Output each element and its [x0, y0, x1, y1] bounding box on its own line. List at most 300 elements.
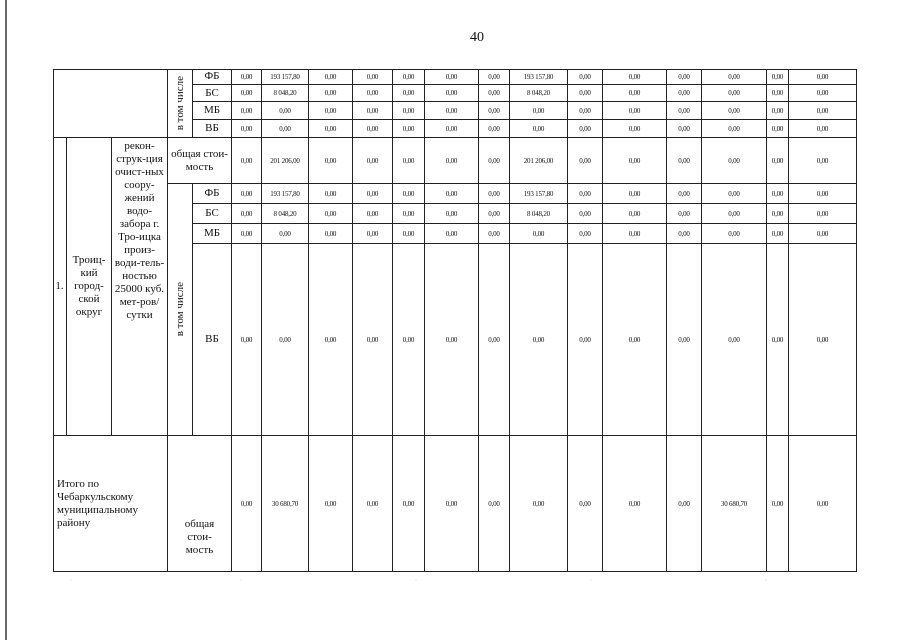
value-cell-text: 0,00	[240, 189, 253, 198]
value-cell	[603, 184, 667, 204]
value-cell-text: 0,00	[488, 124, 500, 133]
value-cell	[702, 85, 767, 102]
value-cell	[667, 138, 702, 184]
value-cell	[702, 436, 767, 572]
municipality-name-text: Троиц-кий город-ской округ	[72, 254, 106, 318]
value-cell	[479, 244, 510, 436]
source-label-top-1-text: БС	[205, 86, 219, 99]
value-cell-text: 0,00	[488, 89, 500, 97]
value-cell-text: 0,00	[579, 189, 591, 198]
value-cell-text: 0,00	[402, 124, 415, 133]
value-cell	[393, 102, 425, 120]
value-cell	[393, 85, 425, 102]
value-cell-text: 0,00	[445, 89, 458, 97]
value-cell-text: 8 048,20	[273, 209, 297, 218]
value-cell-text: 0,00	[402, 106, 415, 115]
value-cell-text: 0,00	[488, 499, 500, 508]
value-cell	[393, 120, 425, 138]
value-cell	[568, 436, 603, 572]
value-cell-text: 0,00	[816, 156, 829, 165]
value-cell-text: 0,00	[628, 89, 641, 97]
v-tom-chisle-top-text: в том числе	[174, 75, 186, 131]
value-cell-text: 0,00	[771, 89, 784, 97]
value-cell-text: 0,00	[488, 156, 500, 165]
value-cell-text: 0,00	[240, 72, 253, 81]
value-cell-text: 201 206,00	[270, 156, 300, 165]
value-cell-text: 0,00	[402, 189, 415, 198]
value-cell-text: 0,00	[402, 335, 415, 344]
value-cell	[568, 224, 603, 244]
value-cell	[702, 224, 767, 244]
value-cell	[393, 184, 425, 204]
value-cell	[262, 138, 309, 184]
value-cell-text: 0,00	[771, 156, 784, 165]
value-cell-text: 0,00	[579, 335, 591, 344]
value-cell-text: 0,00	[279, 335, 291, 344]
value-cell-text: 0,00	[240, 499, 253, 508]
value-cell	[603, 85, 667, 102]
value-cell-text: 0,00	[628, 229, 641, 238]
value-cell	[425, 224, 479, 244]
value-cell-text: 0,00	[579, 156, 591, 165]
value-cell	[262, 85, 309, 102]
value-cell	[232, 120, 262, 138]
value-cell	[510, 436, 568, 572]
value-cell	[353, 138, 393, 184]
value-cell	[603, 436, 667, 572]
value-cell	[232, 436, 262, 572]
value-cell-text: 0,00	[579, 124, 591, 133]
grand-total-cost-label	[168, 436, 232, 572]
value-cell	[767, 224, 789, 244]
value-cell	[479, 138, 510, 184]
value-cell-text: 0,00	[771, 499, 784, 508]
value-cell-text: 0,00	[402, 72, 415, 81]
value-cell-text: 0,00	[816, 89, 829, 97]
value-cell-text: 193 157,80	[523, 72, 554, 81]
value-cell	[767, 244, 789, 436]
value-cell-text: 30 680,70	[271, 499, 299, 508]
value-cell	[789, 69, 857, 85]
value-cell-text: 0,00	[445, 124, 458, 133]
value-cell-text: 8 048,20	[527, 89, 550, 97]
value-cell	[667, 85, 702, 102]
value-cell	[767, 204, 789, 224]
value-cell	[789, 138, 857, 184]
value-cell-text: 0,00	[628, 156, 641, 165]
value-cell	[510, 138, 568, 184]
value-cell-text: 0,00	[678, 209, 690, 218]
value-cell-text: 0,00	[728, 156, 740, 165]
value-cell	[767, 102, 789, 120]
v-tom-chisle-troitsk	[168, 184, 193, 436]
value-cell-text: 0,00	[816, 499, 829, 508]
value-cell-text: 0,00	[324, 156, 337, 165]
source-label-troitsk-2-text: МБ	[203, 227, 221, 239]
value-cell	[702, 120, 767, 138]
value-cell	[425, 120, 479, 138]
value-cell	[603, 102, 667, 120]
value-cell-text: 0,00	[366, 106, 379, 115]
value-cell	[667, 204, 702, 224]
value-cell	[603, 138, 667, 184]
value-cell-text: 0,00	[240, 124, 253, 133]
value-cell	[789, 184, 857, 204]
value-cell	[667, 436, 702, 572]
value-cell	[232, 138, 262, 184]
value-cell-text: 0,00	[445, 156, 458, 165]
value-cell	[262, 69, 309, 85]
source-label-troitsk-1-text: БС	[205, 207, 219, 219]
value-cell	[353, 244, 393, 436]
value-cell-text: 0,00	[678, 124, 690, 133]
value-cell-text: 30 680,70	[720, 499, 748, 508]
value-cell	[425, 138, 479, 184]
value-cell	[393, 224, 425, 244]
value-cell-text: 0,00	[279, 229, 291, 238]
value-cell-text: 0,00	[771, 106, 784, 115]
value-cell-text: 0,00	[816, 72, 829, 81]
value-cell	[425, 85, 479, 102]
page-number: 40	[470, 30, 484, 45]
value-cell-text: 0,00	[816, 189, 829, 198]
value-cell	[309, 120, 353, 138]
value-cell	[789, 244, 857, 436]
project-name-text: рекон-струк-ция очист-ных соору-жений водо-забора г. Тро-ицка произ-води-тель-ностью 25000 куб. мет-ров/ сутки	[114, 140, 165, 321]
value-cell	[510, 120, 568, 138]
value-cell	[262, 120, 309, 138]
value-cell-text: 0,00	[240, 209, 253, 218]
value-cell-text: 0,00	[771, 124, 784, 133]
value-cell-text: 0,00	[324, 106, 337, 115]
value-cell	[479, 102, 510, 120]
value-cell	[232, 184, 262, 204]
value-cell-text: 0,00	[366, 229, 379, 238]
value-cell	[568, 69, 603, 85]
value-cell-text: 8 048,20	[273, 89, 297, 97]
value-cell	[603, 69, 667, 85]
value-cell	[767, 138, 789, 184]
value-cell-text: 0,00	[445, 106, 458, 115]
value-cell-text: 0,00	[324, 229, 337, 238]
value-cell-text: 0,00	[771, 229, 784, 238]
source-label-top-3-text: ВБ	[205, 122, 219, 134]
value-cell-text: 0,00	[628, 335, 641, 344]
value-cell	[262, 204, 309, 224]
value-cell	[309, 204, 353, 224]
source-label-top-2-text: МБ	[203, 104, 221, 116]
total-cost-label-text: общая стои-мость	[171, 147, 228, 173]
value-cell	[789, 436, 857, 572]
value-cell-text: 0,00	[579, 499, 591, 508]
source-label-troitsk-1	[193, 204, 232, 224]
value-cell-text: 0,00	[532, 106, 545, 115]
value-cell-text: 0,00	[628, 209, 641, 218]
value-cell-text: 0,00	[240, 156, 253, 165]
value-cell	[262, 436, 309, 572]
value-cell	[568, 244, 603, 436]
value-cell-text: 0,00	[532, 335, 545, 344]
value-cell	[479, 204, 510, 224]
value-cell	[393, 436, 425, 572]
value-cell	[702, 204, 767, 224]
value-cell-text: 0,00	[728, 189, 740, 198]
value-cell	[479, 69, 510, 85]
value-cell	[262, 184, 309, 204]
value-cell-text: 0,00	[678, 229, 690, 238]
value-cell-text: 193 157,80	[523, 189, 554, 198]
value-cell	[667, 224, 702, 244]
value-cell	[232, 204, 262, 224]
value-cell-text: 0,00	[628, 189, 641, 198]
value-cell-text: 201 206,00	[523, 156, 554, 165]
value-cell-text: 0,00	[366, 72, 379, 81]
source-label-troitsk-3	[193, 244, 232, 436]
value-cell	[702, 184, 767, 204]
value-cell-text: 0,00	[488, 72, 500, 81]
value-cell-text: 0,00	[240, 106, 253, 115]
value-cell	[702, 69, 767, 85]
value-cell-text: 0,00	[728, 72, 740, 81]
value-cell	[309, 224, 353, 244]
value-cell	[262, 102, 309, 120]
value-cell	[232, 224, 262, 244]
value-cell	[568, 204, 603, 224]
value-cell-text: 0,00	[366, 335, 379, 344]
value-cell-text: 0,00	[579, 106, 591, 115]
grand-total-label	[53, 436, 168, 572]
value-cell-text: 0,00	[816, 335, 829, 344]
value-cell	[568, 120, 603, 138]
value-cell	[789, 102, 857, 120]
value-cell	[353, 120, 393, 138]
value-cell	[353, 69, 393, 85]
value-cell-text: 0,00	[532, 499, 545, 508]
value-cell	[309, 244, 353, 436]
value-cell-text: 0,00	[771, 189, 784, 198]
value-cell	[393, 69, 425, 85]
value-cell	[353, 184, 393, 204]
value-cell-text: 0,00	[488, 229, 500, 238]
value-cell-text: 0,00	[324, 499, 337, 508]
value-cell-text: 0,00	[532, 229, 545, 238]
value-cell-text: 0,00	[324, 124, 337, 133]
value-cell	[232, 69, 262, 85]
grand-total-cost-label-text: общая стои-мость	[184, 518, 215, 556]
value-cell	[667, 120, 702, 138]
value-cell	[393, 244, 425, 436]
value-cell	[309, 184, 353, 204]
value-cell-text: 0,00	[445, 499, 458, 508]
value-cell	[353, 85, 393, 102]
value-cell-text: 0,00	[324, 72, 337, 81]
value-cell-text: 0,00	[771, 335, 784, 344]
value-cell	[353, 102, 393, 120]
value-cell	[479, 436, 510, 572]
value-cell-text: 0,00	[445, 72, 458, 81]
source-label-troitsk-3-text: ВБ	[205, 333, 219, 345]
value-cell	[479, 224, 510, 244]
value-cell-text: 0,00	[240, 229, 253, 238]
value-cell-text: 0,00	[445, 209, 458, 218]
source-label-troitsk-2	[193, 224, 232, 244]
value-cell	[767, 85, 789, 102]
value-cell-text: 8 048,20	[527, 209, 550, 218]
value-cell	[789, 120, 857, 138]
value-cell-text: 0,00	[816, 124, 829, 133]
value-cell-text: 0,00	[324, 209, 337, 218]
value-cell-text: 0,00	[324, 189, 337, 198]
value-cell	[510, 244, 568, 436]
value-cell-text: 0,00	[402, 89, 415, 97]
value-cell-text: 0,00	[728, 106, 740, 115]
value-cell	[425, 436, 479, 572]
value-cell	[262, 244, 309, 436]
value-cell	[568, 138, 603, 184]
value-cell	[568, 85, 603, 102]
value-cell	[510, 204, 568, 224]
value-cell-text: 0,00	[628, 106, 641, 115]
value-cell-text: 0,00	[628, 72, 641, 81]
value-cell-text: 0,00	[402, 209, 415, 218]
value-cell-text: 0,00	[728, 89, 740, 97]
value-cell	[702, 138, 767, 184]
value-cell-text: 0,00	[366, 209, 379, 218]
value-cell-text: 0,00	[488, 335, 500, 344]
source-label-troitsk-0-text: ФБ	[204, 187, 220, 199]
value-cell-text: 0,00	[678, 72, 690, 81]
value-cell	[425, 102, 479, 120]
value-cell	[603, 204, 667, 224]
value-cell	[702, 102, 767, 120]
value-cell-text: 0,00	[816, 209, 829, 218]
value-cell	[425, 184, 479, 204]
value-cell-text: 193 157,80	[270, 189, 300, 198]
value-cell	[789, 204, 857, 224]
value-cell	[603, 120, 667, 138]
value-cell	[667, 69, 702, 85]
value-cell-text: 0,00	[366, 156, 379, 165]
value-cell	[309, 85, 353, 102]
value-cell	[309, 436, 353, 572]
project-name	[112, 138, 168, 436]
value-cell	[667, 184, 702, 204]
row-number	[53, 138, 67, 436]
value-cell-text: 0,00	[445, 189, 458, 198]
value-cell-text: 0,00	[728, 124, 740, 133]
value-cell	[767, 120, 789, 138]
value-cell	[479, 184, 510, 204]
value-cell	[767, 184, 789, 204]
value-cell-text: 0,00	[445, 335, 458, 344]
value-cell	[393, 138, 425, 184]
source-label-troitsk-0	[193, 184, 232, 204]
value-cell	[789, 224, 857, 244]
value-cell-text: 193 157,80	[270, 72, 300, 81]
value-cell	[232, 85, 262, 102]
value-cell	[510, 69, 568, 85]
value-cell-text: 0,00	[324, 335, 337, 344]
value-cell-text: 0,00	[678, 106, 690, 115]
value-cell-text: 0,00	[678, 499, 690, 508]
value-cell	[479, 120, 510, 138]
value-cell-text: 0,00	[402, 156, 415, 165]
value-cell	[479, 85, 510, 102]
v-tom-chisle-top	[168, 69, 193, 138]
v-tom-chisle-troitsk-text: в том числе	[174, 282, 186, 337]
row-number-text: 1.	[55, 280, 64, 292]
continued-header-blank	[53, 69, 168, 138]
value-cell-text: 0,00	[628, 499, 641, 508]
value-cell-text: 0,00	[324, 89, 337, 97]
value-cell	[425, 244, 479, 436]
value-cell-text: 0,00	[366, 499, 379, 508]
value-cell-text: 0,00	[816, 229, 829, 238]
value-cell-text: 0,00	[771, 72, 784, 81]
value-cell	[603, 224, 667, 244]
value-cell	[767, 69, 789, 85]
municipality-name	[67, 138, 112, 436]
source-label-top-1	[193, 85, 232, 102]
value-cell-text: 0,00	[728, 209, 740, 218]
value-cell-text: 0,00	[488, 209, 500, 218]
value-cell-text: 0,00	[579, 229, 591, 238]
value-cell-text: 0,00	[678, 189, 690, 198]
value-cell	[667, 244, 702, 436]
value-cell-text: 0,00	[678, 156, 690, 165]
value-cell-text: 0,00	[532, 124, 545, 133]
value-cell-text: 0,00	[771, 209, 784, 218]
value-cell-text: 0,00	[488, 189, 500, 198]
value-cell	[510, 224, 568, 244]
value-cell-text: 0,00	[678, 335, 690, 344]
value-cell	[309, 102, 353, 120]
value-cell	[232, 102, 262, 120]
value-cell	[425, 204, 479, 224]
value-cell	[568, 184, 603, 204]
value-cell-text: 0,00	[402, 229, 415, 238]
total-cost-label	[168, 138, 232, 184]
value-cell	[510, 85, 568, 102]
value-cell	[702, 244, 767, 436]
value-cell-text: 0,00	[579, 89, 591, 97]
value-cell	[789, 85, 857, 102]
value-cell	[425, 69, 479, 85]
value-cell-text: 0,00	[579, 72, 591, 81]
grand-total-label-text: Итого по Чебаркульскому муниципальному району	[57, 477, 139, 529]
value-cell	[510, 102, 568, 120]
value-cell	[603, 244, 667, 436]
value-cell	[568, 102, 603, 120]
value-cell	[353, 436, 393, 572]
value-cell-text: 0,00	[488, 106, 500, 115]
value-cell	[767, 436, 789, 572]
value-cell-text: 0,00	[728, 229, 740, 238]
value-cell-text: 0,00	[816, 106, 829, 115]
value-cell	[309, 69, 353, 85]
value-cell-text: 0,00	[678, 89, 690, 97]
value-cell-text: 0,00	[240, 335, 253, 344]
value-cell	[667, 102, 702, 120]
value-cell-text: 0,00	[366, 124, 379, 133]
value-cell	[393, 204, 425, 224]
value-cell-text: 0,00	[240, 89, 253, 97]
value-cell-text: 0,00	[366, 189, 379, 198]
value-cell	[353, 204, 393, 224]
value-cell-text: 0,00	[728, 335, 740, 344]
source-label-top-0-text: ФБ	[204, 70, 220, 82]
value-cell	[262, 224, 309, 244]
